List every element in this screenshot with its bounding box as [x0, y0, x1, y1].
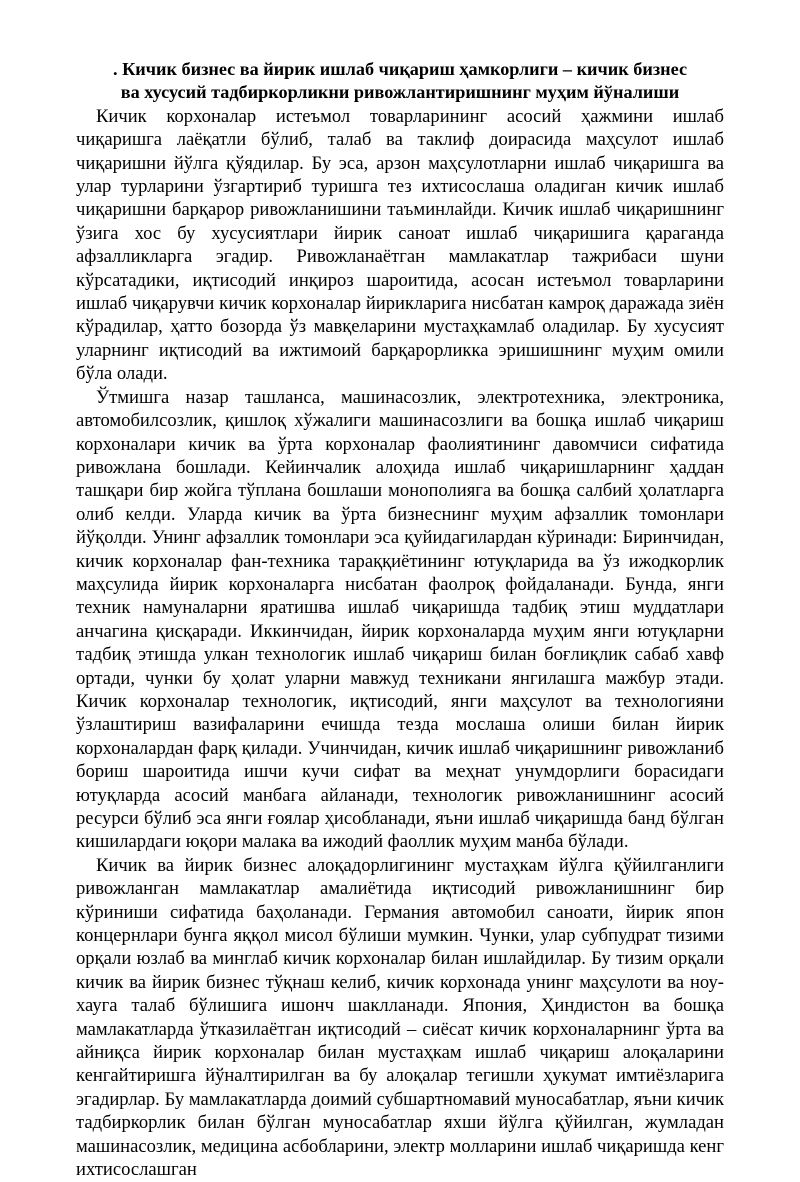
paragraph-1: Кичик корхоналар истеъмол товарларининг асосий ҳажмини ишлаб чиқаришга лаёқатли бўлиб, талаб ва таклиф доирасида маҳсулот ишлаб чиқаришни йўлга қўядилар. Бу эса, арзон маҳсулотларни ишлаб чиқаришга ва улар турларини ўзгартириб туришга тез ихтисослаша оладиган кичик ишлаб чиқаришни барқарор ривожланишини таъминлайди. Кичик ишлаб чиқаришнинг ўзига хос бу хусусиятлари йирик саноат ишлаб чиқаришига қараганда афзалликларга эгадир. Ривожланаётган мамлакатлар тажрибаси шуни кўрсатадики, иқтисодий инқироз шароитида, асосан истеъмол товарларини ишлаб чиқарувчи кичик корхоналар йирикларига нисбатан камроқ даражада зиён кўрадилар, ҳатто бозорда ўз мавқеларини мустаҳкамлаб оладилар. Бу хусусият уларнинг иқтисодий ва ижтимоий барқарорликка эришишнинг муҳим омили бўла олади. — [76, 105, 724, 385]
document-heading — [76, 58, 724, 105]
heading-line-2: ва хусусий тадбиркорликни ривожлантиришнинг муҳим йўналиши — [120, 82, 680, 103]
paragraph-2: Ўтмишга назар ташланса, машинасозлик, электротехника, электроника, автомобилсозлик, қишлоқ хўжалиги машинасозлиги ва бошқа ишлаб чиқариш корхоналари кичик ва ўрта корхоналар фаолиятининг давомчиси сифатида ривожлана бошлади. Кейинчалик алоҳида ишлаб чиқаришларнинг ҳаддан ташқари бир жойга тўплана бошлаши монополияга ва бошқа салбий ҳолатларга олиб келди. Уларда кичик ва ўрта бизнеснинг муҳим афзаллик томонлари йўқолди. Унинг афзаллик томонлари эса қуйидагилардан кўринади: Биринчидан, кичик корхоналар фан-техника тараққиётининг ютуқларида ва ўз ижодкорлик маҳсулида йирик корхоналарга нисбатан фаолроқ фойдаланади. Бунда, янги техник намуналарни яратишва ишлаб чиқаришда тадбиқ этиш муддатлари анчагина қисқаради. Иккинчидан, йирик корхоналарда муҳим янги ютуқларни тадбиқ этишда улкан технологик ишлаб чиқариш билан боғлиқлик сабаб хавф ортади, чунки бу ҳолат уларни мавжуд техникани янгилашга мажбур этади. Кичик корхоналар технологик, иқтисодий, янги маҳсулот ва технологияни ўзлаштириш вазифаларини ечишда тезда мослаша олиши билан йирик корхоналардан фарқ қилади. Учинчидан, кичик ишлаб чиқаришнинг ривожланиб бориш шароитида ишчи кучи сифат ва меҳнат унумдорлиги борасидаги ютуқларда асосий манбага айланади, технологик ривожланишнинг асосий ресурси бўлиб эса янги ғоялар ҳисобланади, яъни ишлаб чиқаришда банд бўлган кишилардаги юқори малака ва ижодий фаоллик муҳим манба бўлади. — [76, 386, 724, 853]
paragraph-3: Кичик ва йирик бизнес алоқадорлигининг мустаҳкам йўлга қўйилганлиги ривожланган мамлакатлар амалиётида иқтисодий ривожланишнинг бир кўриниши сифатида баҳоланади. Германия автомобил саноати, йирик япон концернлари бунга яққол мисол бўлиши мумкин. Чунки, улар субпудрат тизими орқали юзлаб ва минглаб кичик корхоналар билан ишлайдилар. Бу тизим орқали кичик ва йирик бизнес тўқнаш келиб, кичик корхонада унинг маҳсулоти ва ноу-хауга талаб бўлишига ишонч шаклланади. Япония, Ҳиндистон ва бошқа мамлакатларда ўтказилаётган иқтисодий – сиёсат кичик корхоналарнинг ўрта ва айниқса йирик корхоналар билан мустаҳкам ишлаб чиқариш алоқаларини кенгайтиришга йўналтирилган ва бу алоқалар тегишли ҳукумат имтиёзларига эгадирлар. Бу мамлакатларда доимий субшартномавий муносабатлар, яъни кичик тадбиркорлик билан бўлган муносабатлар яхши йўлга қўйилган, жумладан машинасозлик, медицина асбобларини, электр молларини ишлаб чиқаришда кенг ихтисослашган — [76, 854, 724, 1181]
heading-line-1: . Кичик бизнес ва йирик ишлаб чиқариш ҳамкорлиги – кичик бизнес — [112, 59, 688, 79]
document-page — [76, 58, 724, 1182]
